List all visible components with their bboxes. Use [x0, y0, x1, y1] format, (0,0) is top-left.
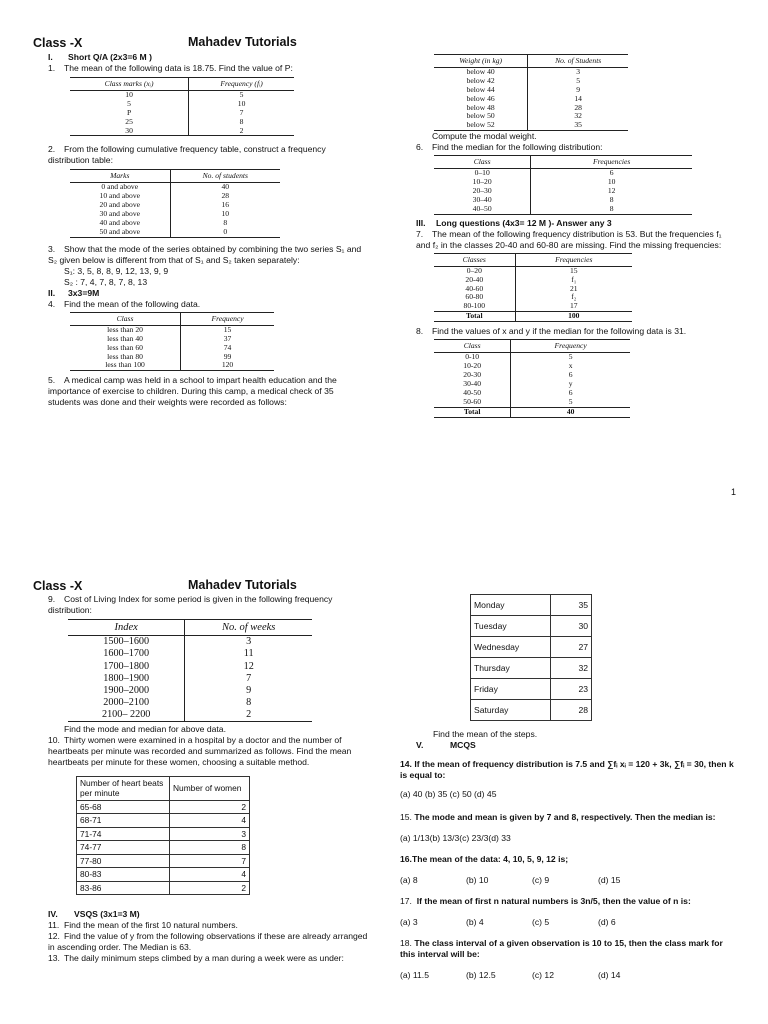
table-cell: 40-50 — [434, 389, 511, 398]
table-row — [70, 118, 294, 127]
table-cell: 16 — [221, 200, 230, 210]
table-cell: 68-71 — [77, 814, 170, 828]
table-cell: x — [568, 360, 573, 370]
table-cell: 25 — [70, 118, 189, 127]
table-cell: 9 — [246, 684, 252, 696]
page-title: Mahadev Tutorials — [188, 578, 297, 592]
table-cell: Thursday — [471, 658, 551, 679]
table-row — [70, 361, 274, 370]
table-cell: 30 and above — [70, 210, 170, 219]
table-cell: 35 — [528, 121, 628, 130]
table-cell: 30 — [551, 616, 592, 637]
table-row — [434, 77, 628, 86]
table-cell: 40-60 — [434, 285, 515, 294]
left-column — [48, 52, 368, 408]
table-cell: 83-86 — [77, 881, 170, 895]
table-cell: below 50 — [434, 112, 528, 121]
table-cell: 0 and above — [70, 183, 170, 192]
table-cell: 40–50 — [434, 205, 531, 214]
question-14: 14. If the mean of frequency distribution is 7.5 and ∑fᵢ xᵢ = 120 + 3k, ∑fᵢ = 30, then k is equal to: — [400, 759, 734, 780]
table-cell: 30–40 — [434, 196, 531, 205]
page-title: Mahadev Tutorials — [188, 35, 297, 49]
q10-table: Number of heart beats per minute Number of women 65-68 2 68-71 4 71-74 3 74-77 8 77-80 7 80-83 4 83-86 2 — [76, 776, 250, 896]
question-16: 16.The mean of the data: 4, 10, 5, 9, 12 is; — [400, 854, 569, 864]
table-cell: below 42 — [434, 77, 528, 86]
q6-table: Class Frequencies 0–10 6 10–20 10 20–30 12 30–40 8 40–50 8 — [434, 155, 692, 214]
table-cell: 6 — [568, 387, 573, 397]
table-row — [471, 700, 592, 721]
table-cell: 8 — [609, 194, 614, 204]
q9-instruction: Find the mode and median for above data. — [64, 723, 226, 734]
q5-table: Weight (in kg) No. of Students below 40 3 below 42 5 below 44 9 below 46 14 below 48 28 below 50 32 below 52 35 — [434, 54, 628, 131]
table-row — [434, 266, 632, 275]
table-cell: 35 — [551, 595, 592, 616]
table-cell: 28 — [551, 700, 592, 721]
question-12: 12. Find the value of y from the following observations if these are already arranged in ascending order. The Median is 63. — [48, 931, 368, 953]
section-heading: V. MCQS — [416, 740, 476, 750]
table-cell: 32 — [574, 111, 582, 121]
table-row — [77, 841, 250, 855]
table-row — [434, 86, 628, 95]
table-cell: 60-80 — [434, 293, 515, 302]
table-row — [70, 109, 294, 118]
table-row — [68, 685, 312, 697]
table-cell: 8 — [239, 116, 244, 126]
table-cell: 17 — [569, 301, 578, 311]
table-cell: 74-77 — [77, 841, 170, 855]
right-column — [416, 54, 726, 418]
q13-instruction: Find the mean of the steps. — [433, 729, 538, 739]
table-cell: 5 — [568, 352, 573, 362]
q16-options — [400, 875, 740, 886]
table-row — [77, 800, 250, 814]
option: (b) 12.5 — [466, 970, 496, 980]
table-row — [77, 868, 250, 882]
table-cell: 2 — [189, 127, 294, 136]
table-cell: 12 — [607, 186, 616, 196]
q9-table: Index No. of weeks 1500–1600 3 1600–1700 11 1700–1800 12 1800–1900 7 1900–2000 9 2000–2100 8 2100– 2200 2 — [68, 619, 312, 722]
table-row — [434, 205, 692, 214]
table-cell: 27 — [551, 637, 592, 658]
table-cell: 23 — [551, 679, 592, 700]
q14-options: (a) 40 (b) 35 (c) 50 (d) 45 — [400, 789, 497, 799]
table-cell: 8 — [531, 205, 692, 214]
section-heading: III. Long questions (4x3= 12 M )- Answer any 3 — [416, 217, 612, 228]
q1-table: Class marks (xᵢ) Frequency (fᵢ) 10 5 5 10 P 7 25 8 30 2 — [70, 77, 294, 136]
question-6: 6. Find the median for the following distribution: — [416, 142, 603, 153]
table-cell: 12 — [243, 660, 254, 672]
table-cell: 10-20 — [434, 362, 511, 371]
table-cell: 20 and above — [70, 201, 170, 210]
section-heading: II. 3x3=9M — [48, 287, 100, 298]
table-cell: 28 — [574, 102, 582, 112]
table-row — [70, 100, 294, 109]
table-cell: 20-40 — [434, 276, 515, 285]
table-cell: 10 — [70, 90, 189, 99]
table-cell: 2 — [170, 800, 250, 814]
table-row — [434, 276, 632, 285]
table-cell: 1800–1900 — [68, 673, 185, 685]
table-cell: Monday — [471, 595, 551, 616]
table-cell: 7 — [239, 107, 244, 117]
table-cell: 4 — [170, 868, 250, 882]
table-cell: 10 — [237, 98, 246, 108]
table-cell: 2 — [170, 881, 250, 895]
table-cell: 1700–1800 — [68, 661, 185, 673]
option: (d) 14 — [598, 970, 621, 980]
table-cell: 99 — [223, 351, 232, 361]
table-row — [434, 121, 628, 130]
table-cell: 4 — [170, 814, 250, 828]
table-cell: 10 and above — [70, 192, 170, 201]
table-cell: 50 and above — [70, 228, 170, 237]
table-row — [68, 661, 312, 673]
table-cell: 80-83 — [77, 868, 170, 882]
table-cell: less than 20 — [70, 325, 181, 334]
question-7: 7. The mean of the following frequency distribution is 53. But the frequencies f₁ and f₂ in the classes 20-40 and 60-80 are missing. Find the missing frequencies: — [416, 228, 722, 250]
question-9: 9. Cost of Living Index for some period is given in the following frequency distribution: — [48, 594, 333, 615]
table-cell: 28 — [221, 191, 230, 201]
table-cell: 2 — [185, 709, 312, 722]
table-cell: 3 — [576, 66, 581, 76]
question-13: 13. The daily minimum steps climbed by a man during a week were as under: — [48, 953, 344, 964]
table-cell: f₁ — [571, 274, 577, 284]
option: (c) 5 — [532, 917, 550, 927]
table-cell: 8 — [223, 218, 228, 228]
table-cell: P — [70, 109, 189, 118]
option: (b) 10 — [466, 875, 489, 885]
table-cell: 1600–1700 — [68, 648, 185, 660]
table-cell: 77-80 — [77, 854, 170, 868]
table-cell: below 52 — [434, 121, 528, 130]
table-cell: 1900–2000 — [68, 685, 185, 697]
table-row — [68, 709, 312, 722]
question-8: 8. Find the values of x and y if the median for the following data is 31. — [416, 326, 687, 337]
table-row — [77, 827, 250, 841]
table-cell: 2100– 2200 — [68, 709, 185, 722]
table-cell: 40 and above — [70, 219, 170, 228]
table-cell: less than 60 — [70, 344, 181, 353]
table-row — [70, 325, 274, 334]
table-row — [434, 104, 628, 113]
table-cell: below 46 — [434, 95, 528, 104]
table-cell: 10 — [607, 177, 616, 187]
section-heading: I. Short Q/A (2x3=6 M ) — [48, 52, 152, 62]
table-cell: 6 — [568, 369, 573, 379]
section-heading: IV. VSQS (3x1=3 M) — [48, 909, 140, 920]
right-column — [400, 594, 740, 981]
table-cell: Saturday — [471, 700, 551, 721]
steps-table — [470, 594, 592, 721]
table-cell: 21 — [569, 283, 578, 293]
table-cell: 0–10 — [434, 169, 531, 178]
table-cell: 30 — [70, 127, 189, 136]
table-row — [77, 881, 250, 895]
table-row — [434, 285, 632, 294]
table-cell: 10 — [221, 209, 230, 219]
table-cell: less than 80 — [70, 353, 181, 362]
table-cell: less than 40 — [70, 335, 181, 344]
table-cell: 7 — [246, 672, 252, 684]
table-cell: 6 — [609, 168, 614, 178]
table-cell: 37 — [223, 333, 232, 343]
option: (a) 3 — [400, 917, 418, 927]
table-cell: 9 — [576, 84, 581, 94]
option: (c) 9 — [532, 875, 550, 885]
table-row — [70, 127, 294, 136]
table-row — [434, 302, 632, 311]
table-cell: 15 — [223, 324, 232, 334]
q4-table: Class Frequency less than 20 15 less than 40 37 less than 60 74 less than 80 99 less than 100 120 — [70, 312, 274, 371]
table-cell: 50-60 — [434, 398, 511, 407]
table-row — [471, 595, 592, 616]
q15-options: (a) 1/13(b) 13/3(c) 23/3(d) 33 — [400, 833, 511, 843]
page-number: 1 — [731, 487, 737, 497]
table-cell: 0 — [170, 228, 280, 237]
table-cell: 80-100 — [434, 302, 515, 311]
table-row — [68, 636, 312, 649]
table-cell: 3 — [246, 636, 252, 648]
table-cell: 5 — [70, 100, 189, 109]
option: (d) 15 — [598, 875, 621, 885]
question-17: 17. If the mean of first n natural numbers is 3n/5, then the value of n is: — [400, 896, 691, 906]
table-cell: 65-68 — [77, 800, 170, 814]
table-cell: 10–20 — [434, 178, 531, 187]
option: (c) 12 — [532, 970, 554, 980]
table-cell: 15 — [569, 265, 578, 275]
worksheet-page-1 — [0, 0, 768, 510]
option: (b) 4 — [466, 917, 484, 927]
table-cell: 20–30 — [434, 187, 531, 196]
table-row — [68, 673, 312, 685]
table-row — [70, 353, 274, 362]
table-row — [68, 697, 312, 709]
q3-series-1: S₁: 3, 5, 8, 8, 9, 12, 13, 9, 9 — [64, 265, 169, 276]
table-cell: f₂ — [571, 292, 577, 302]
left-column — [48, 594, 368, 964]
table-cell: 32 — [551, 658, 592, 679]
q18-options — [400, 970, 740, 981]
table-row — [434, 67, 628, 76]
question-2: 2. From the following cumulative frequency table, construct a frequency distribution table: — [48, 144, 326, 166]
option: (a) 8 — [400, 875, 418, 885]
table-row — [70, 335, 274, 344]
table-cell: 11 — [243, 648, 254, 660]
question-11: 11. Find the mean of the first 10 natural numbers. — [48, 920, 238, 931]
worksheet-page-2 — [0, 556, 768, 1024]
q7-table: Classes Frequencies 0–20 15 20-40 f₁ 40-60 21 60-80 f₂ 80-100 17 Total 100 — [434, 253, 632, 322]
question-18: 18. The class interval of a given observation is 10 to 15, then the class mark for this interval will be: — [400, 938, 723, 959]
table-row — [471, 658, 592, 679]
table-cell: y — [568, 378, 573, 388]
table-row — [68, 648, 312, 660]
question-1: 1. The mean of the following data is 18.75. Find the value of P: — [48, 63, 293, 73]
table-cell: 30-40 — [434, 380, 511, 389]
table-cell: 40 — [221, 182, 230, 192]
q17-options — [400, 917, 740, 928]
table-row — [70, 90, 294, 99]
table-row — [70, 228, 280, 237]
table-cell: 8 — [246, 696, 252, 708]
class-label: Class -X — [33, 36, 83, 50]
option: (a) 11.5 — [400, 970, 429, 980]
table-cell: below 48 — [434, 104, 528, 113]
table-cell: below 40 — [434, 67, 528, 76]
table-cell: 74 — [223, 342, 232, 352]
table-cell: less than 100 — [70, 361, 181, 370]
table-cell: 3 — [170, 827, 250, 841]
table-cell: 0-10 — [434, 353, 511, 362]
table-cell: 2000–2100 — [68, 697, 185, 709]
q2-table: Marks No. of students 0 and above 40 10 and above 28 20 and above 16 30 and above 10 40 and above 8 50 and above 0 — [70, 169, 280, 237]
table-row — [77, 814, 250, 828]
table-row — [471, 679, 592, 700]
question-3: 3. Show that the mode of the series obtained by combining the two series S₁ and S₂ given below is different from that of S₁ and S₂ taken separately: — [48, 243, 362, 265]
table-cell: Tuesday — [471, 616, 551, 637]
table-cell: 14 — [574, 93, 582, 103]
table-row — [434, 112, 628, 121]
class-label: Class -X — [33, 579, 83, 593]
table-cell: 0–20 — [434, 266, 515, 275]
table-cell: 5 — [576, 75, 581, 85]
table-cell: 8 — [170, 841, 250, 855]
q3-series-2: S₂ : 7, 4, 7, 8, 7, 8, 13 — [64, 276, 148, 287]
table-cell: Wednesday — [471, 637, 551, 658]
table-cell: 1500–1600 — [68, 636, 185, 649]
q8-table: Class Frequency 0-10 5 10-20 x 20-30 6 30-40 y 40-50 6 50-60 5 Total 40 — [434, 339, 630, 417]
table-row — [434, 398, 630, 407]
option: (d) 6 — [598, 917, 616, 927]
question-5: 5. A medical camp was held in a school to impart health education and the importance of exercise to children. During this camp, a medical check of 35 students was done and their weights were recorded as follows: — [48, 375, 337, 408]
table-cell: 120 — [181, 361, 274, 370]
question-4: 4. Find the mean of the following data. — [48, 298, 201, 309]
question-15: 15. The mode and mean is given by 7 and 8, respectively. Then the median is: — [400, 812, 716, 822]
table-row — [434, 95, 628, 104]
question-10: 10. Thirty women were examined in a hospital by a doctor and the number of heartbeats per minute was recorded and summarized as follows. Find the mean heartbeats per minute for these women, choosing a suitable method. — [48, 734, 352, 767]
table-row — [471, 637, 592, 658]
table-cell: 7 — [170, 854, 250, 868]
q5-instruction: Compute the modal weight. — [432, 131, 537, 142]
table-cell: 20-30 — [434, 371, 511, 380]
table-row — [471, 616, 592, 637]
table-row — [70, 344, 274, 353]
table-row — [77, 854, 250, 868]
table-cell: 5 — [568, 396, 573, 406]
table-cell: below 44 — [434, 86, 528, 95]
table-cell: 5 — [239, 89, 244, 99]
table-cell: Friday — [471, 679, 551, 700]
table-cell: 71-74 — [77, 827, 170, 841]
